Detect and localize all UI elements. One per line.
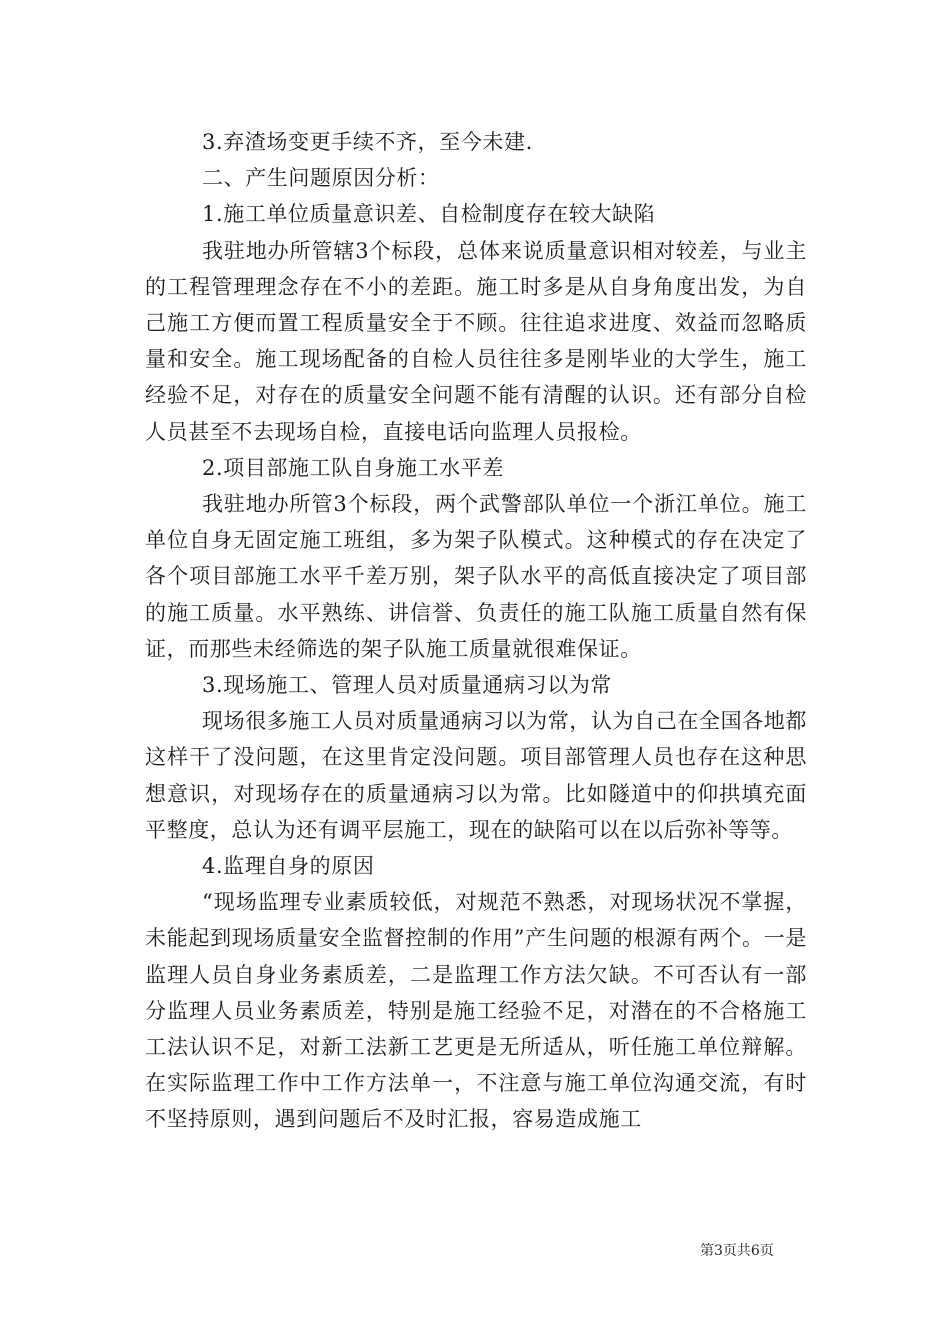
- page-number-footer: 第3页共6页: [700, 1243, 774, 1259]
- subheading-quality-awareness: 1.施工单位质量意识差、自检制度存在较大缺陷: [202, 202, 656, 227]
- list-item-abandoned-dump-site: 3.弃渣场变更手续不齐，至今未建.: [202, 130, 533, 154]
- paragraph-common-defects: 现场很多施工人员对质量通病习以为常，认为自己在全国各地都这样干了没问题，在这里肯定没问题。项目部管理人员也存在这种思想意识，对现场存在的质量通病习以为常。比如隧道中的仰拱填充面平整度，总认为还有调平层施工，现在的缺陷可以在以后弥补等等。: [145, 709, 807, 842]
- paragraph-supervision-causes: “现场监理专业素质较低，对规范不熟悉，对现场状况不掌握，未能起到现场质量安全监督控制的作用”产生问题的根源有两个。一是监理人员自身业务素质差，二是监理工作方法欠缺。不可否认有一部分监理人员业务素质差，特别是施工经验不足，对潜在的不合格施工工法认识不足，对新工法新工艺更是无所适从，听任施工单位辩解。在实际监理工作中工作方法单一，不注意与施工单位沟通交流，有时不坚持原则，遇到问题后不及时汇报，容易造成施工: [145, 890, 807, 1132]
- subheading-common-defects: 3.现场施工、管理人员对质量通病习以为常: [202, 673, 613, 698]
- body-text: [145, 124, 807, 1138]
- paragraph-construction-level: 我驻地办所管3个标段，两个武警部队单位一个浙江单位。施工单位自身无固定施工班组，多为架子队模式。这种模式的存在决定了各个项目部施工水平千差万别，架子队水平的高低直接决定了项目部的施工质量。水平熟练、讲信誉、负责任的施工队施工质量自然有保证，而那些未经筛选的架子队施工质量就很难保证。: [145, 492, 807, 661]
- paragraph-quality-awareness: 我驻地办所管辖3个标段，总体来说质量意识相对较差，与业主的工程管理理念存在不小的差距。施工时多是从自身角度出发，为自己施工方便而置工程质量安全于不顾。往往追求进度、效益而忽略质量和安全。施工现场配备的自检人员往往多是刚毕业的大学生，施工经验不足，对存在的质量安全问题不能有清醒的认识。还有部分自检人员甚至不去现场自检，直接电话向监理人员报检。: [145, 238, 807, 444]
- subheading-supervision-causes: 4.监理自身的原因: [202, 854, 375, 879]
- section-heading-cause-analysis: 二、产生问题原因分析：: [202, 166, 440, 191]
- subheading-construction-level: 2.项目部施工队自身施工水平差: [202, 455, 505, 480]
